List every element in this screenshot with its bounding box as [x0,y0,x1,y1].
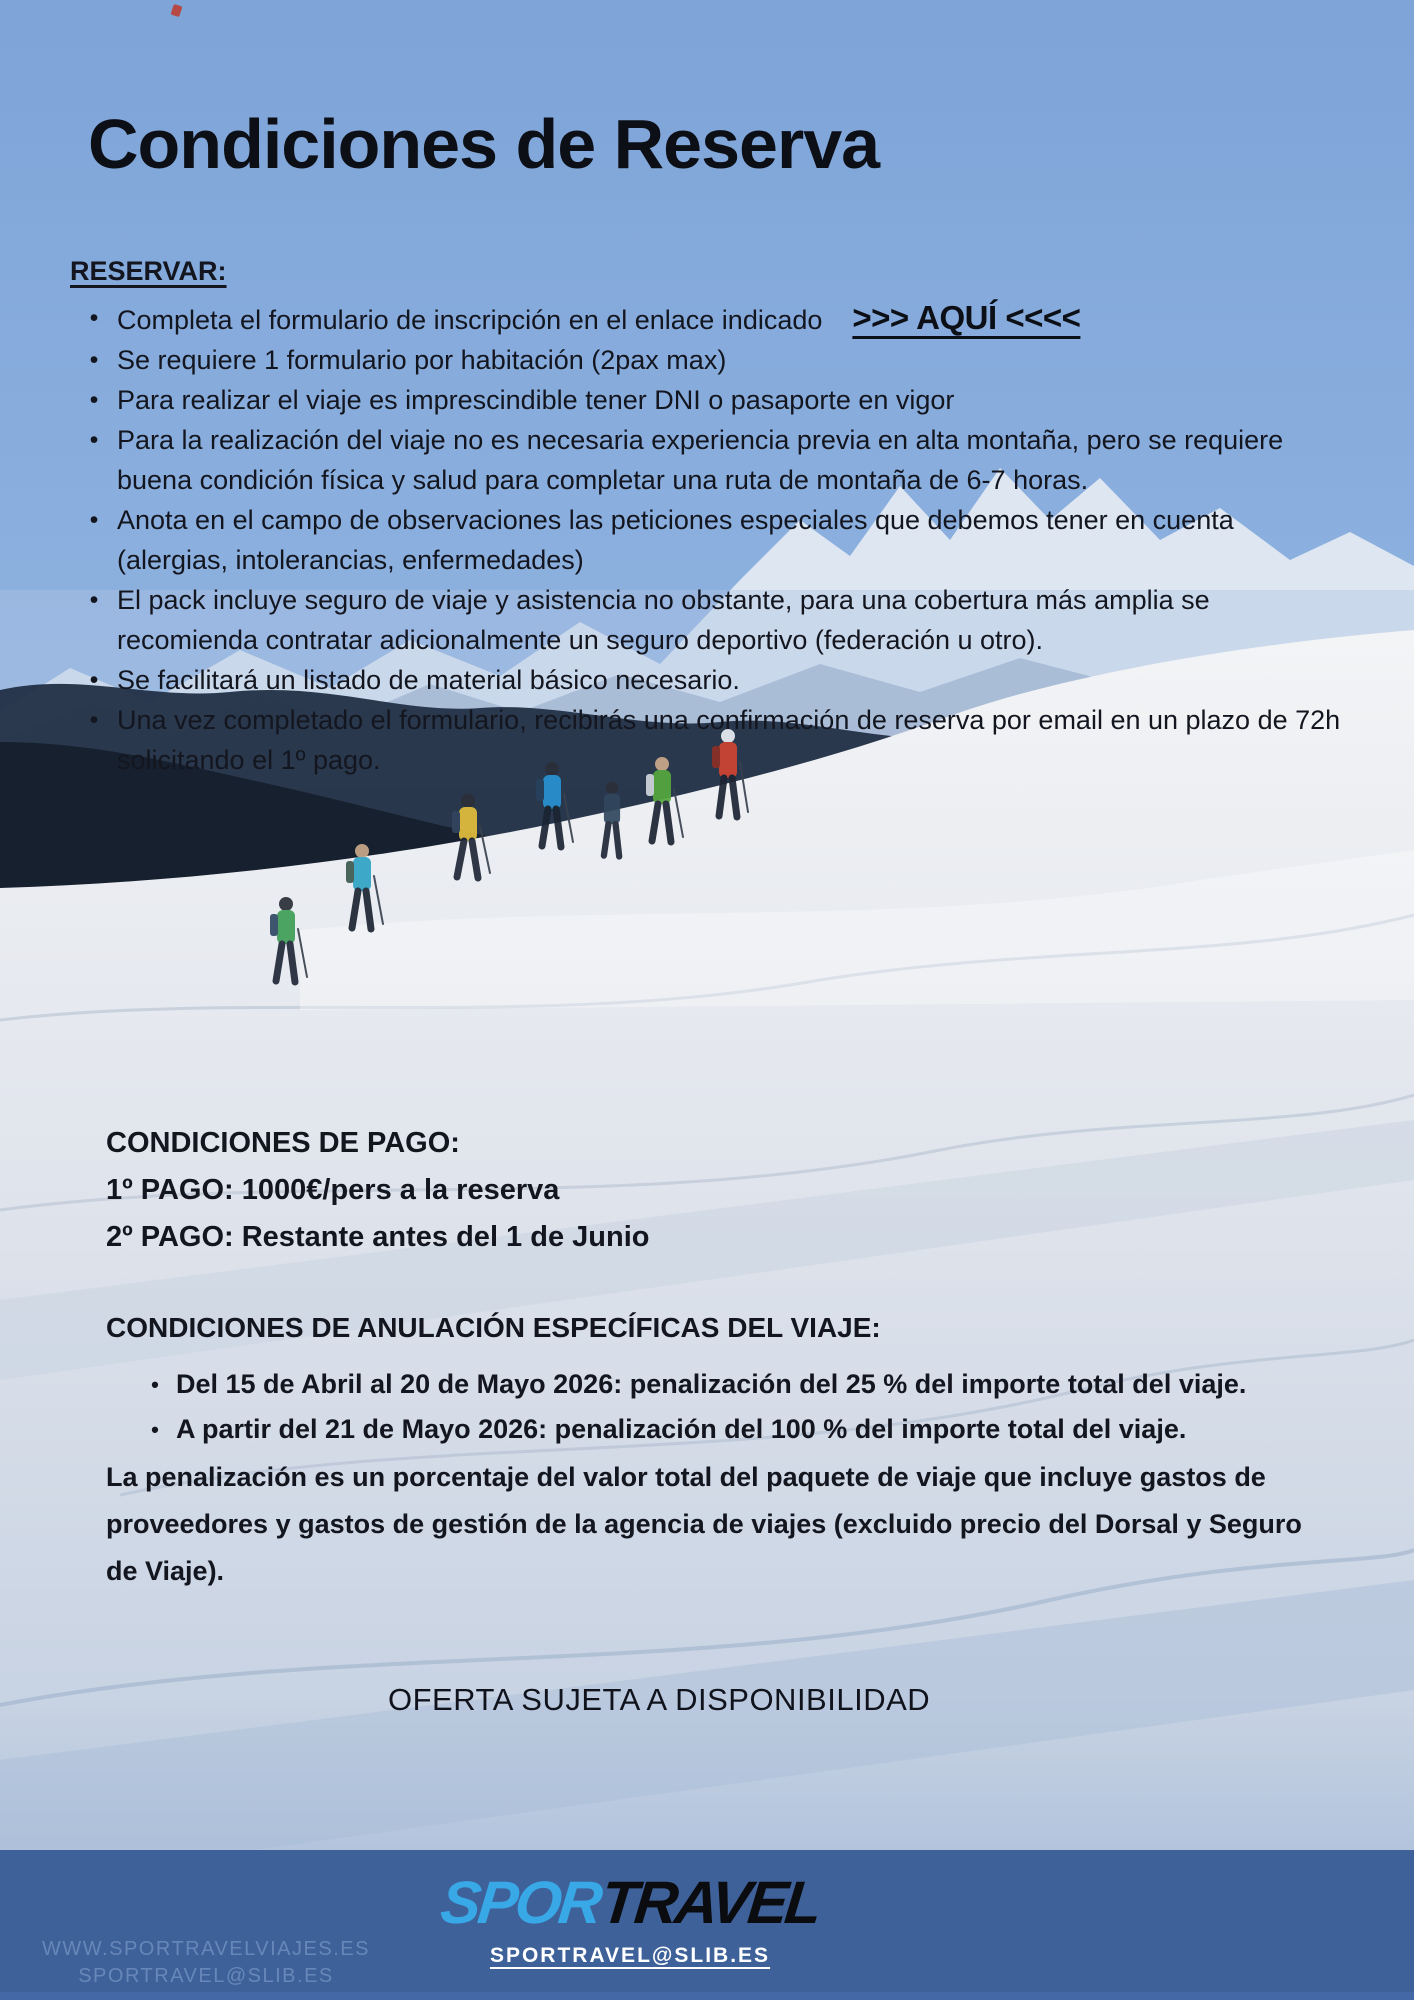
logo-spor: SPOR [437,1869,603,1936]
anulacion-section [106,1312,1321,1595]
anulacion-note: La penalización es un porcentaje del valor total del paquete de viaje que incluye gastos de proveedores y gastos de gestión de la agencia de viajes (excluido precio del Dorsal y Seguro de Viaje). [106,1462,1302,1586]
list-item [86,420,1342,500]
page-title: Condiciones de Reserva [88,105,880,183]
list-item [106,1362,1321,1407]
bullet-icon: • [151,1372,159,1397]
bullet-icon: • [89,586,99,614]
list-item [86,700,1342,780]
list-item [86,298,1342,340]
bullet-icon: • [89,426,99,454]
bullet-icon: • [151,1417,159,1442]
list-item [86,660,1342,700]
footer-email-link[interactable]: SPORTRAVEL@SLIB.ES [489,1944,771,1967]
bullet-text: Una vez completado el formulario, recibirás una confirmación de reserva por email en un plazo de 72h solicitando el 1º pago. [117,705,1341,775]
list-item [106,1407,1321,1452]
list-item [86,500,1342,580]
pago-section [106,1120,649,1261]
bullet-text: El pack incluye seguro de viaje y asistencia no obstante, para una cobertura más amplia se recomienda contratar adicionalmente un seguro deportivo (federación u otro). [117,585,1210,655]
bullet-icon: • [89,304,99,332]
bullet-icon: • [89,386,99,414]
bullet-text: Se facilitará un listado de material básico necesario. [117,665,740,695]
watermark-email: SPORTRAVEL@SLIB.ES [78,1965,334,1987]
list-item [86,340,1342,380]
bullet-icon: • [89,346,99,374]
bullet-text: Para la realización del viaje no es necesaria experiencia previa en alta montaña, pero se requiere buena condición física y salud para completar una ruta de montaña de 6-7 horas. [117,425,1284,495]
aqui-link[interactable]: >>> AQUÍ <<<< [852,299,1081,336]
bullet-text: Del 15 de Abril al 20 de Mayo 2026: penalización del 25 % del importe total del viaje. [176,1369,1247,1399]
bullet-text-inline: Completa el formulario de inscripción en el enlace indicado [117,305,823,335]
reservar-heading: RESERVAR: [70,256,227,286]
pago-line-2: 2º PAGO: Restante antes del 1 de Junio [106,1221,650,1253]
bullet-text [117,298,1342,340]
bullet-icon: • [89,706,99,734]
bullet-text: Se requiere 1 formulario por habitación (2pax max) [117,345,727,375]
watermark-website: WWW.SPORTRAVELVIAJES.ES [42,1938,370,1960]
anulacion-heading: CONDICIONES DE ANULACIÓN ESPECÍFICAS DEL VIAJE: [106,1312,881,1343]
logo-travel: TRAVEL [597,1869,823,1936]
bullet-text: A partir del 21 de Mayo 2026: penalización del 100 % del importe total del viaje. [176,1414,1187,1444]
reservar-list [86,298,1342,780]
pago-line-1: 1º PAGO: 1000€/pers a la reserva [106,1174,560,1206]
bullet-text: Anota en el campo de observaciones las peticiones especiales que debemos tener en cuenta (alergias, intolerancias, enfermedades) [117,505,1234,575]
bullet-icon: • [89,506,99,534]
oferta-line: OFERTA SUJETA A DISPONIBILIDAD [388,1682,931,1717]
list-item [86,580,1342,660]
list-item [86,380,1342,420]
pago-heading: CONDICIONES DE PAGO: [106,1127,460,1159]
bullet-icon: • [89,666,99,694]
bullet-text: Para realizar el viaje es imprescindible tener DNI o pasaporte en vigor [117,385,955,415]
sportravel-logo [0,1868,1264,1937]
footer-watermark [0,1936,412,1990]
